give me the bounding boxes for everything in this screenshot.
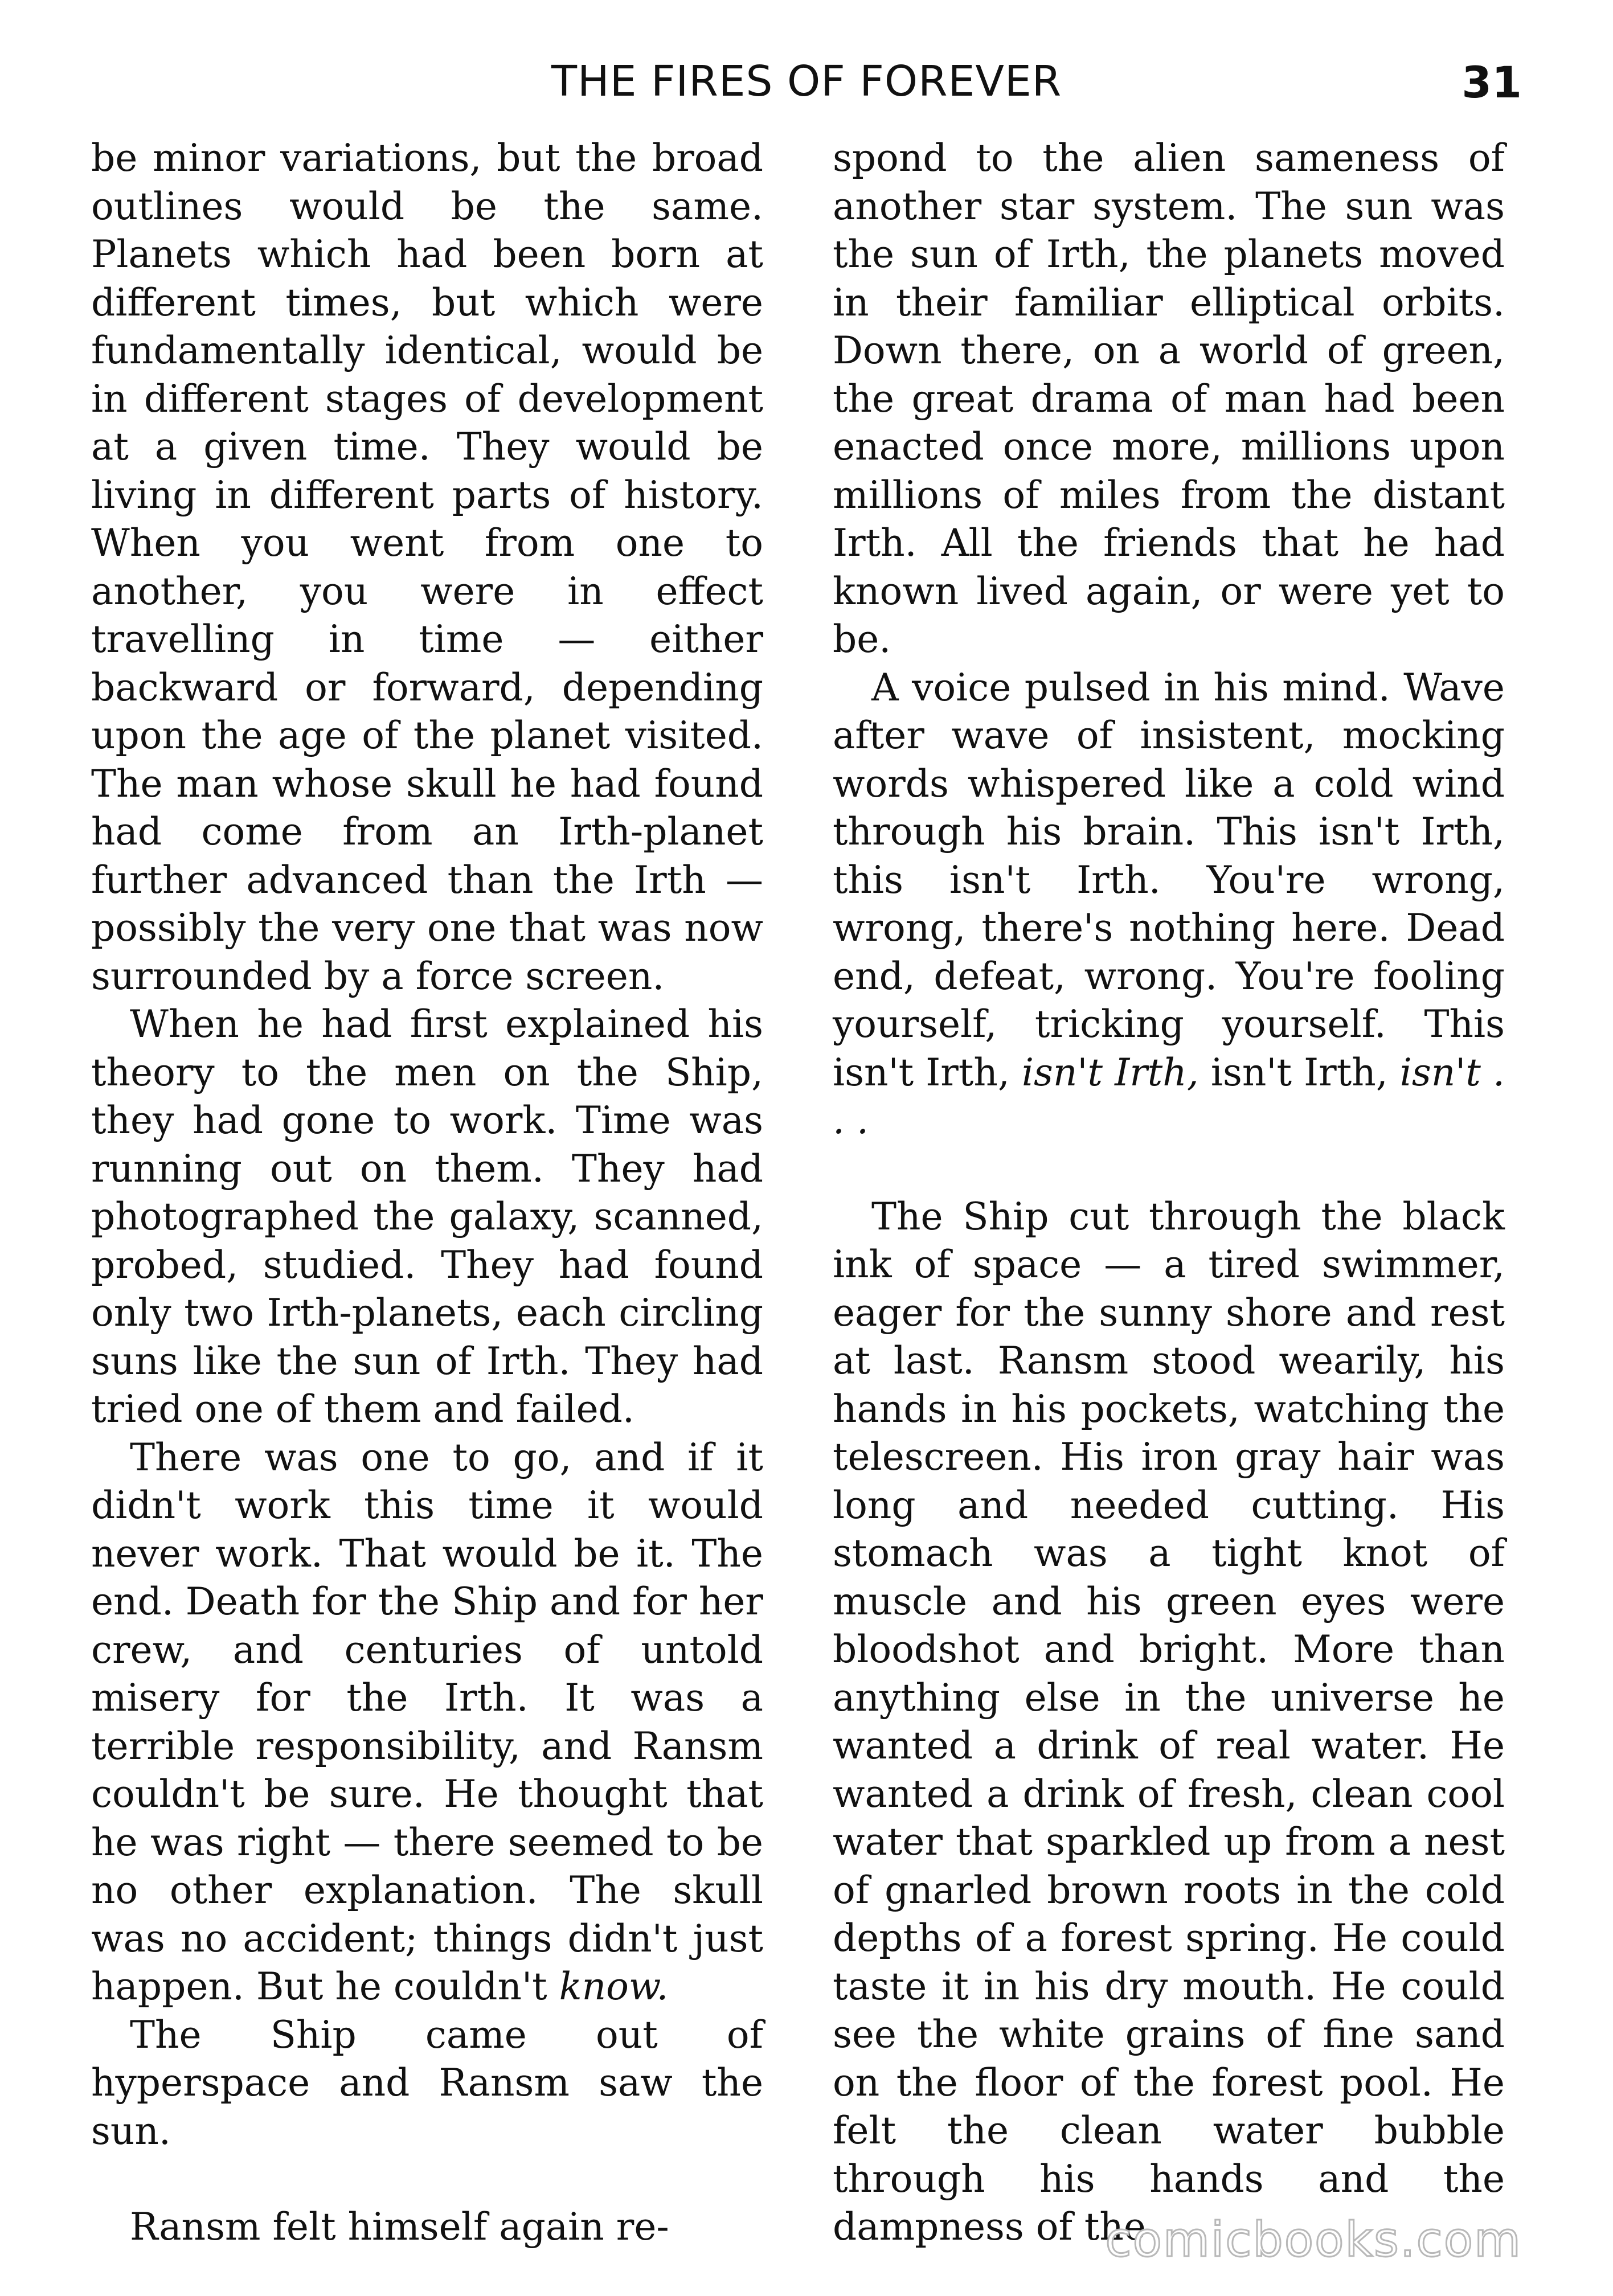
- watermark: comicbooks.com: [1105, 2212, 1522, 2268]
- paragraph: spond to the alien sameness of another star system. The sun was the sun of Irth, the planets moved in their familiar elliptical orbits. Down there, on a world of green, the great drama of man had been enacted once more, millions upon millions of miles from the distant Irth. All the friends that he had known lived again, or were yet to be.: [833, 136, 1505, 661]
- paragraph-text: A voice pulsed in his mind. Wave after wave of insistent, mocking words whispered like a cold wind through his brain. This isn't Irth, this isn't Irth. You're wrong, wrong, there's nothing here. Dead end, defeat, wrong. You're fooling yourself, tricking yourself. This isn't Irth,: [833, 665, 1505, 1094]
- emphasis-text: isn't Irth,: [1021, 1050, 1199, 1094]
- running-header: [91, 57, 1522, 125]
- paragraph: [833, 664, 1505, 1145]
- paragraph: When he had first explained his theory to the men on the Ship, they had gone to work. Time was running out on them. They had photographed the galaxy, scanned, probed, studied. They had found only two Irth-planets, each circling suns like the sun of Irth. They had tried one of them and failed.: [91, 1002, 763, 1431]
- paragraph: be minor variations, but the broad outlines would be the same. Planets which had been born at different times, but which were fundamentally identical, would be in different stages of development at a given time. They would be living in different parts of history. When you went from one to another, you were in effect travelling in time — either backward or forward, depending upon the age of the planet visited. The man whose skull he had found had come from an Irth-planet further advanced than the Irth — possibly the very one that was now surrounded by a force screen.: [91, 136, 763, 998]
- emphasis-text: isn't . . .: [833, 1050, 1505, 1142]
- page-number: 31: [1461, 57, 1522, 108]
- right-column: [833, 134, 1505, 2252]
- emphasis-text: know.: [559, 1965, 669, 2008]
- paragraph-text: isn't Irth,: [1198, 1050, 1400, 1094]
- paragraph: [91, 1434, 763, 2011]
- paragraph: Ransm felt himself again re-: [130, 2205, 669, 2249]
- page-title: THE FIRES OF FOREVER: [551, 57, 1062, 106]
- paragraph: The Ship cut through the black ink of space — a tired swimmer, eager for the sunny shore and rest at last. Ransm stood wearily, his hands in his pockets, watching the telescreen. His iron gray hair was long and needed cutting. His stomach was a tight knot of muscle and his green eyes were bloodshot and bright. More than anything else in the universe he wanted a drink of real water. He wanted a drink of fresh, clean cool water that sparkled up from a nest of gnarled brown roots in the cold depths of a forest spring. He could taste it in his dry mouth. He could see the white grains of fine sand on the floor of the forest pool. He felt the clean water bubble through his hands and the dampness of the: [833, 1194, 1505, 2249]
- paragraph: The Ship came out of hyperspace and Ransm saw the sun.: [91, 2012, 763, 2153]
- left-column: [91, 134, 763, 2252]
- paragraph-text: There was one to go, and if it didn't work this time it would never work. That would be it. The end. Death for the Ship and for her crew, and centuries of untold misery for the Irth. It was a terrible responsibility, and Ransm couldn't be sure. He thought that he was right — there seemed to be no other explanation. The skull was no accident; things didn't just happen. But he couldn't: [91, 1435, 763, 2008]
